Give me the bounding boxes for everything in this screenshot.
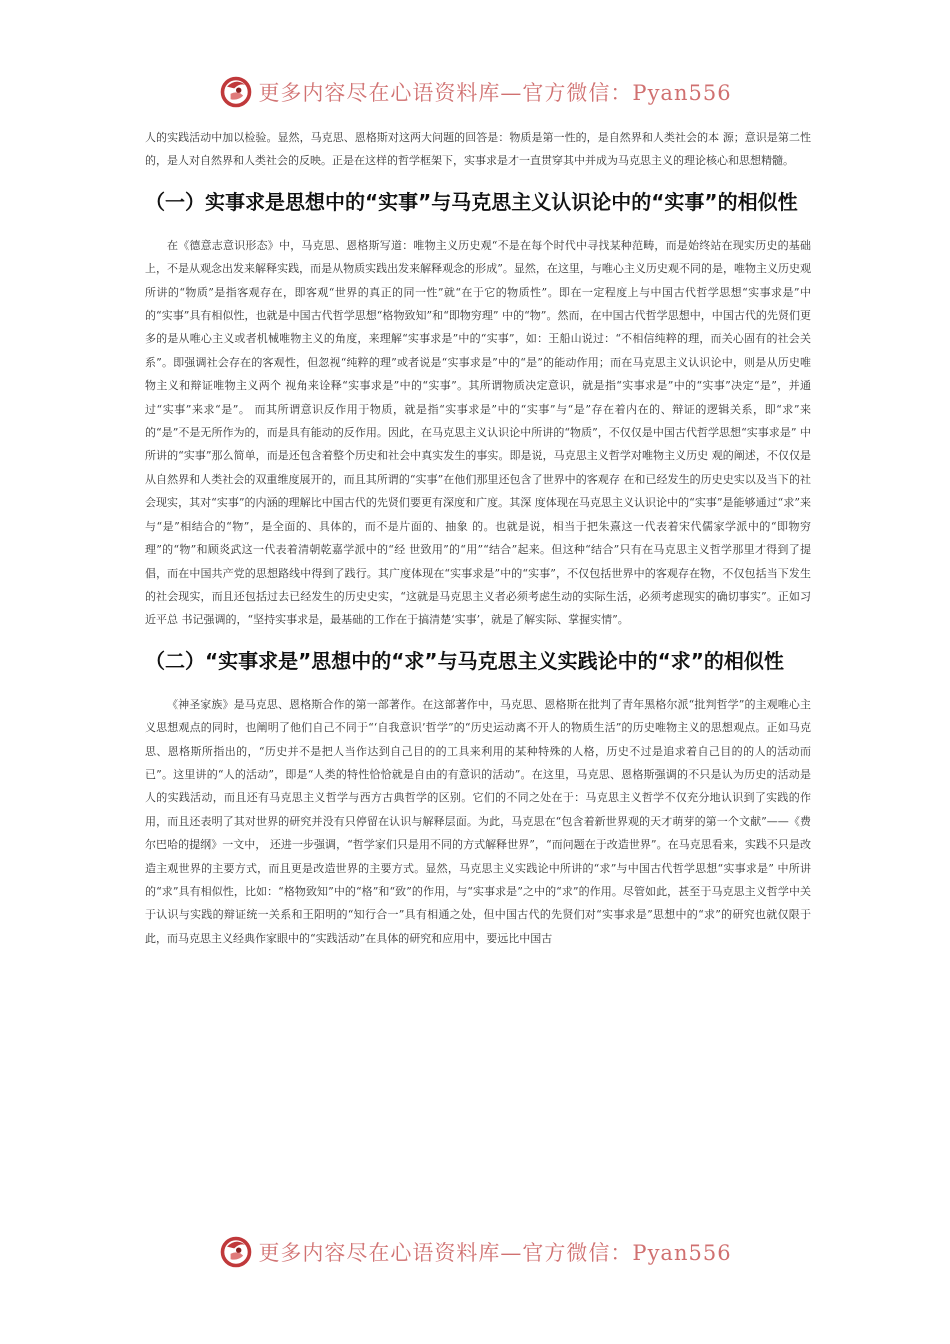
paragraph-section-2: 《神圣家族》是马克思、恩格斯合作的第一部著作。在这部著作中，马克思、恩格斯在批判了青年黑格尔派“批判哲学”的主观唯心主义思想观点的同时，也阐明了他们自己不同于“‘自我意识’哲学”的“历史运动离不开人的物质生活”的历史唯物主义的思想观点。正如马克思、恩格斯所指出的，“历史并不是把人当作达到自己目的的工具来利用的某种特殊的人格，历史不过是追求着自己目的的人的活动而已”。这里讲的“人的活动”，即是“人类的特性恰恰就是自由的有意识的活动”。在这里，马克思、恩格斯强调的不只是认为历史的活动是人的实践活动，而且还有马克思主义哲学与西方古典哲学的区别。它们的不同之处在于：马克思主义哲学不仅充分地认识到了实践的作用，而且还表明了其对世界的研究并没有只停留在认识与解释层面。为此，马克思在“包含着新世界观的天才萌芽的第一个文献”——《费尔巴哈的提纲》一文中， 还进一步强调，“哲学家们只是用不同的方式解释世界”，“而问题在于改造世界”。在马克思看来，实践不只是改造主观世界的主要方式，而且更是改造世界的主要方式。显然，马克思主义实践论中所讲的“求”与中国古代哲学思想“实事求是” 中所讲的“求”具有相似性，比如：“格物致知”中的“格”和“致”的作用，与“实事求是”之中的“求”的作用。尽管如此，甚至于马克思主义哲学中关于认识与实践的辩证统一关系和王阳明的“知行合一”具有相通之处，但中国古代的先贤们对“实事求是”思想中的“求”的研究也就仅限于此，而马克思主义经典作家眼中的“实践活动”在具体的研究和应用中，要远比中国古: [145, 697, 811, 945]
document-body: [145, 126, 811, 950]
brand-logo-icon: [218, 74, 254, 110]
banner-text: 更多内容尽在心语资料库—官方微信：Pyan556: [258, 1241, 732, 1265]
brand-logo-icon: [218, 1234, 254, 1270]
footer-banner: [0, 1232, 950, 1272]
banner-text: 更多内容尽在心语资料库—官方微信：Pyan556: [258, 81, 732, 105]
paragraph-section-1: 在《德意志意识形态》中，马克思、恩格斯写道：唯物主义历史观“不是在每个时代中寻找某种范畴，而是始终站在现实历史的基础上，不是从观念出发来解释实践，而是从物质实践出发来解释观念的形成”。显然，在这里，与唯心主义历史观不同的是，唯物主义历史观所讲的“物质”是指客观存在，即客观“世界的真正的同一性”就“在于它的物质性”。即在一定程度上与中国古代哲学思想“实事求是”中的“实事”具有相似性，也就是中国古代哲学思想“格物致知”和“即物穷理” 中的“物”。然而，在中国古代哲学思想中，中国古代的先贤们更多的是从唯心主义或者机械唯物主义的角度，来理解“实事求是”中的“实事”，如：王船山说过：“不相信纯粹的理，而关心固有的社会关系”。即强调社会存在的客观性，但忽视“纯粹的理”或者说是“实事求是”中的“是”的能动作用；而在马克思主义认识论中，则是从历史唯物主义和辩证唯物主义两个 视角来诠释“实事求是”中的“实事”。其所谓物质决定意识，就是指“实事求是”中的“实事”决定“是”，并通过“实事”来求“是”。 而其所谓意识反作用于物质，就是指“实事求是”中的“实事”与“是”存在着内在的、辩证的逻辑关系，即“求”来的“是”不是无所作为的，而是具有能动的反作用。因此，在马克思主义认识论中所讲的“物质”，不仅仅是中国古代哲学思想“实事求是” 中所讲的“实事”那么简单，而是还包含着整个历史和社会中真实发生的事实。即是说，马克思主义哲学对唯物主义历史 观的阐述，不仅仅是从自然界和人类社会的双重维度展开的，而且其所谓的“实事”在他们那里还包含了世界中的客观存 在和已经发生的历史史实以及当下的社会现实，其对“实事”的内涵的理解比中国古代的先贤们要更有深度和广度。其深 度体现在马克思主义认识论中的“实事”是能够通过“求”来与“是”相结合的“物”，是全面的、具体的，而不是片面的、抽象 的。也就是说，相当于把朱熹这一代表着宋代儒家学派中的“即物穷理”的“物”和顾炎武这一代表着清朝乾嘉学派中的“经 世致用”的“用”“结合”起来。但这种“结合”只有在马克思主义哲学那里才得到了提倡，而在中国共产党的思想路线中得到了践行。其广度体现在“实事求是”中的“实事”，不仅包括世界中的客观存在物，不仅包括当下发生的社会现实，而且还包括过去已经发生的历史史实，“这就是马克思主义者必须考虑生动的实际生活，必须考虑现实的确切事实”。正如习近平总 书记强调的，“坚持实事求是，最基础的工作在于搞清楚‘实事’，就是了解实际、掌握实情”。: [145, 238, 811, 627]
section-heading-1: （一）实事求是思想中的“实事”与马克思主义认识论中的“实事”的相似性: [145, 189, 798, 214]
section-heading-2: （二）“实事求是”思想中的“求”与马克思主义实践论中的“求”的相似性: [145, 648, 784, 673]
paragraph-intro: 人的实践活动中加以检验。显然，马克思、恩格斯对这两大问题的回答是：物质是第一性的，是自然界和人类社会的本 源；意识是第二性的，是人对自然界和人类社会的反映。正是在这样的哲学框架下，实事求是才一直贯穿其中并成为马克思主义的理论核心和思想精髓。: [145, 131, 811, 168]
header-banner: [0, 72, 950, 112]
